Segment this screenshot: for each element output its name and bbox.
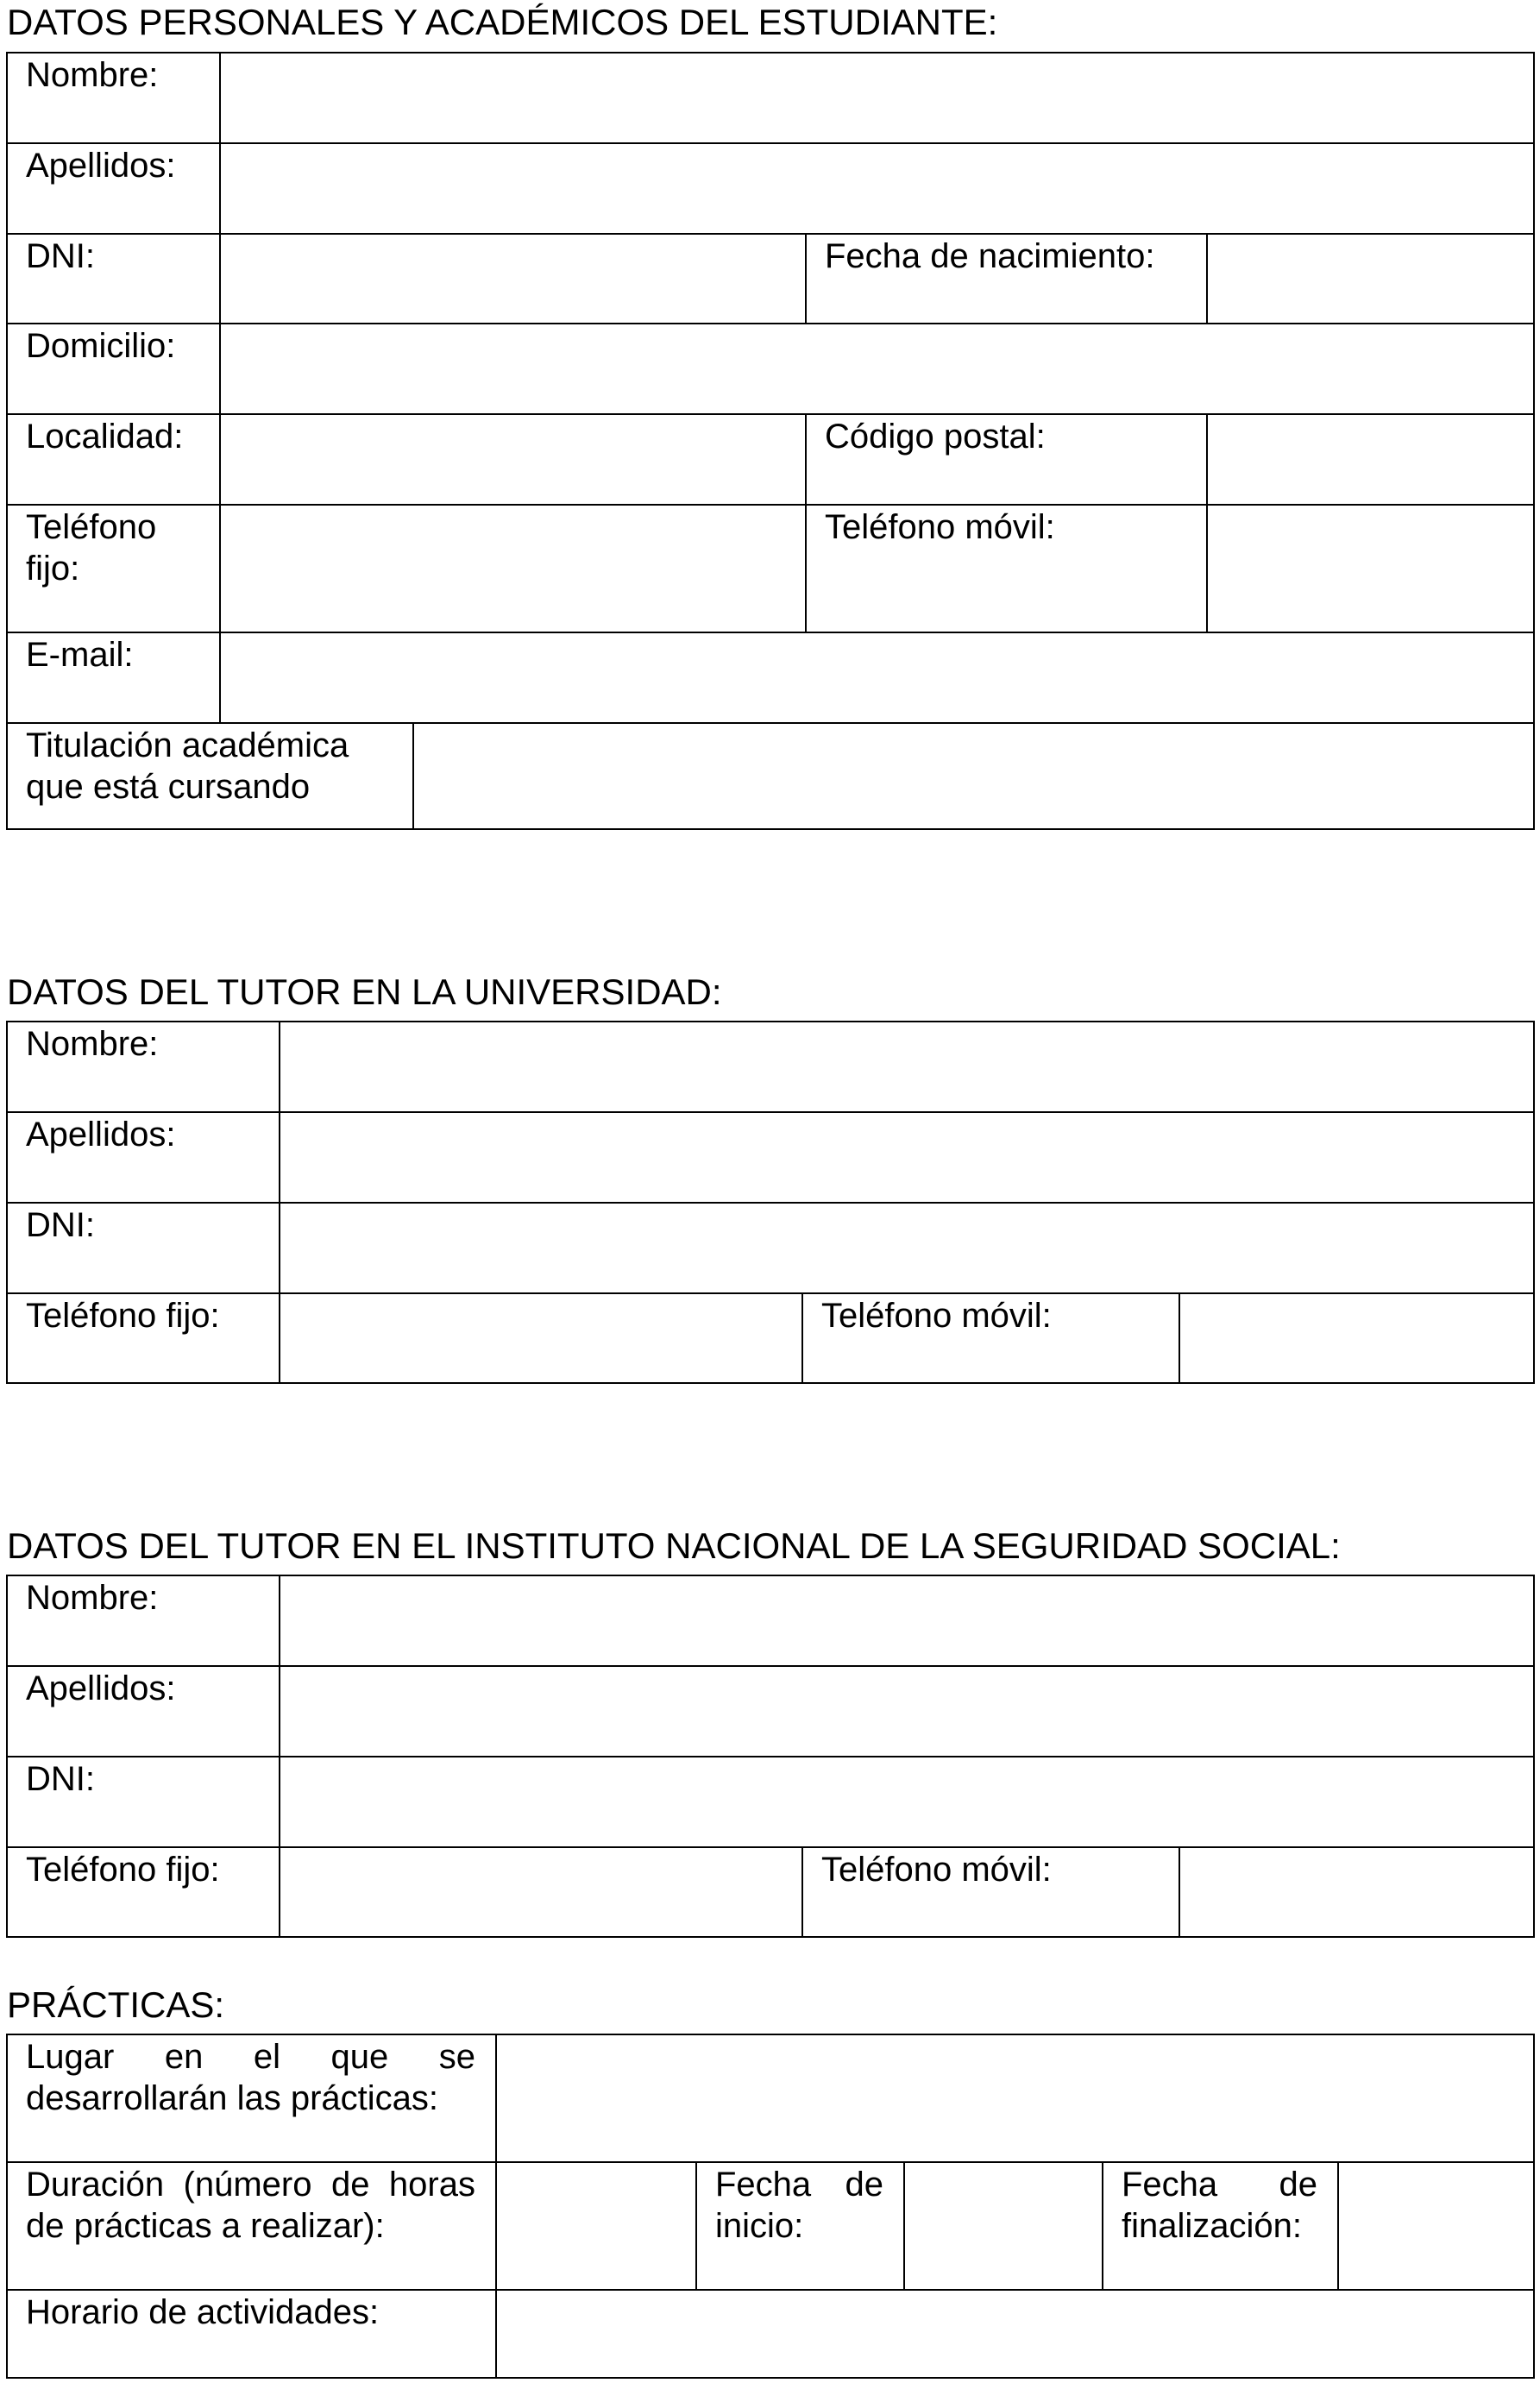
student-domicilio-field[interactable]: [221, 324, 1533, 413]
student-localidad-field[interactable]: [221, 415, 805, 504]
tutor-inss-nombre-field[interactable]: [280, 1576, 1533, 1665]
practicas-fecha-inicio-field[interactable]: [905, 2163, 1102, 2289]
student-email-label: E-mail:: [26, 636, 134, 674]
tutor-universidad-apellidos-field[interactable]: [280, 1113, 1533, 1202]
student-section-heading: DATOS PERSONALES Y ACADÉMICOS DEL ESTUDIANTE:: [7, 2, 998, 42]
tutor-inss-apellidos-label: Apellidos:: [26, 1669, 176, 1707]
student-titulacion-label-line1: Titulación académica: [26, 726, 349, 764]
student-fecha-nacimiento-field[interactable]: [1208, 235, 1533, 323]
practicas-duracion-field[interactable]: [497, 2163, 695, 2289]
tutor-universidad-apellidos-label: Apellidos:: [26, 1116, 176, 1154]
practicas-fecha-inicio-label-line2: inicio:: [715, 2207, 804, 2245]
practicas-fecha-inicio-label-line1: Fecha de: [715, 2166, 883, 2204]
practicas-fecha-fin-label-line1: Fecha de: [1122, 2166, 1317, 2204]
practicas-duracion-label-line1: Duración (número de horas: [26, 2166, 475, 2204]
tutor-universidad-nombre-label: Nombre:: [26, 1025, 159, 1063]
tutor-inss-telefono-fijo-label: Teléfono fijo:: [26, 1851, 220, 1889]
student-telefono-movil-label: Teléfono móvil:: [825, 508, 1055, 546]
tutor-inss-nombre-label: Nombre:: [26, 1579, 159, 1617]
student-fecha-nacimiento-label: Fecha de nacimiento:: [825, 237, 1155, 275]
student-domicilio-label: Domicilio:: [26, 327, 176, 365]
tutor-universidad-telefono-movil-field[interactable]: [1180, 1294, 1533, 1382]
tutor-inss-dni-label: DNI:: [26, 1760, 95, 1798]
tutor-inss-heading: DATOS DEL TUTOR EN EL INSTITUTO NACIONAL DE LA SEGURIDAD SOCIAL:: [7, 1525, 1341, 1566]
student-dni-field[interactable]: [221, 235, 805, 323]
student-codigo-postal-field[interactable]: [1208, 415, 1533, 504]
tutor-inss-telefono-movil-field[interactable]: [1180, 1848, 1533, 1936]
student-localidad-label: Localidad:: [26, 418, 184, 456]
student-email-field[interactable]: [221, 633, 1533, 722]
practicas-lugar-label-line2: desarrollarán las prácticas:: [26, 2079, 438, 2117]
tutor-universidad-telefono-fijo-label: Teléfono fijo:: [26, 1297, 220, 1335]
student-codigo-postal-label: Código postal:: [825, 418, 1046, 456]
tutor-inss-apellidos-field[interactable]: [280, 1667, 1533, 1756]
tutor-inss-dni-field[interactable]: [280, 1757, 1533, 1846]
tutor-inss-telefono-fijo-field[interactable]: [280, 1848, 801, 1936]
student-titulacion-label-line2: que está cursando: [26, 768, 311, 806]
practicas-fecha-fin-field[interactable]: [1339, 2163, 1533, 2289]
tutor-inss-telefono-movil-label: Teléfono móvil:: [821, 1851, 1052, 1889]
practicas-horario-field[interactable]: [497, 2291, 1533, 2377]
practicas-fecha-fin-label-line2: finalización:: [1122, 2207, 1303, 2245]
student-nombre-label: Nombre:: [26, 56, 159, 94]
practicas-heading: PRÁCTICAS:: [7, 1984, 225, 2025]
tutor-universidad-telefono-movil-label: Teléfono móvil:: [821, 1297, 1052, 1335]
student-telefono-movil-field[interactable]: [1208, 506, 1533, 632]
student-telefono-fijo-field[interactable]: [221, 506, 805, 632]
practicas-lugar-label-line1: Lugar en el que se: [26, 2038, 475, 2076]
tutor-universidad-heading: DATOS DEL TUTOR EN LA UNIVERSIDAD:: [7, 971, 722, 1012]
tutor-universidad-telefono-fijo-field[interactable]: [280, 1294, 801, 1382]
practicas-horario-label: Horario de actividades:: [26, 2293, 380, 2331]
student-apellidos-label: Apellidos:: [26, 147, 176, 185]
student-telefono-fijo-label-line1: Teléfono: [26, 508, 157, 546]
tutor-universidad-dni-label: DNI:: [26, 1206, 95, 1244]
student-apellidos-field[interactable]: [221, 144, 1533, 233]
student-dni-label: DNI:: [26, 237, 95, 275]
tutor-universidad-dni-field[interactable]: [280, 1204, 1533, 1292]
tutor-universidad-nombre-field[interactable]: [280, 1022, 1533, 1111]
student-titulacion-field[interactable]: [414, 724, 1533, 828]
practicas-lugar-field[interactable]: [497, 2035, 1533, 2161]
practicas-duracion-label-line2: de prácticas a realizar):: [26, 2207, 385, 2245]
student-telefono-fijo-label-line2: fijo:: [26, 550, 80, 588]
student-nombre-field[interactable]: [221, 53, 1533, 142]
